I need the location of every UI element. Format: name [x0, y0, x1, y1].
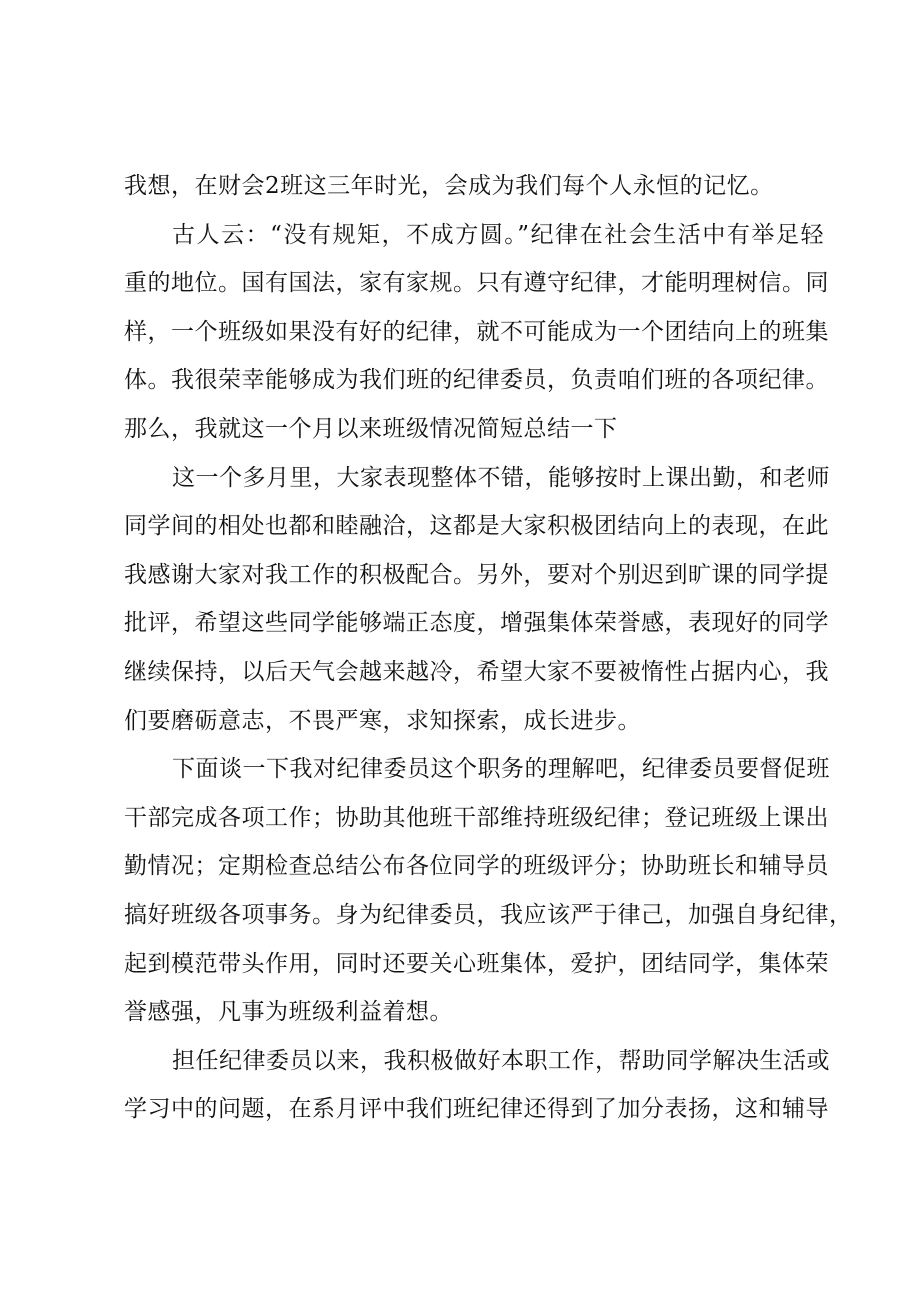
text-line-5: 体。我很荣幸能够成为我们班的纪律委员，负责咱们班的各项纪律。 — [124, 367, 829, 394]
text-line-15: 勤情况；定期检查总结公布各位同学的班级评分；协助班长和辅导员 — [124, 853, 829, 880]
document-body — [124, 162, 853, 1134]
text-line-6: 那么，我就这一个月以来班级情况简短总结一下 — [124, 415, 618, 442]
text-line-12: 们要磨砺意志，不畏严寒，求知探索，成长进步。 — [124, 707, 641, 734]
text-line-3: 重的地位。国有国法，家有家规。只有遵守纪律，才能明理树信。同 — [124, 270, 829, 297]
text-line-18: 誉感强，凡事为班级利益着想。 — [124, 999, 453, 1026]
text-line-19: 担任纪律委员以来，我积极做好本职工作，帮助同学解决生活或 — [172, 1047, 830, 1074]
text-line-8: 同学间的相处也都和睦融洽，这都是大家积极团结向上的表现，在此 — [124, 513, 829, 540]
text-line-17: 起到模范带头作用，同时还要关心班集体，爱护，团结同学，集体荣 — [124, 950, 829, 977]
text-line-4: 样，一个班级如果没有好的纪律，就不可能成为一个团结向上的班集 — [124, 318, 829, 345]
text-line-20: 学习中的问题，在系月评中我们班纪律还得到了加分表扬，这和辅导 — [124, 1096, 829, 1123]
text-line-14: 干部完成各项工作；协助其他班干部维持班级纪律；登记班级上课出 — [124, 804, 829, 831]
text-line-9: 我感谢大家对我工作的积极配合。另外，要对个别迟到旷课的同学提 — [124, 561, 829, 588]
text-line-16: 搞好班级各项事务。身为纪律委员，我应该严于律己，加强自身纪律， — [124, 901, 853, 928]
text-line-11: 继续保持，以后天气会越来越冷，希望大家不要被惰性占据内心，我 — [124, 658, 829, 685]
text-line-2: 古人云：“没有规矩，不成方圆。”纪律在社会生活中有举足轻 — [172, 221, 824, 248]
text-line-1: 我想，在财会2班这三年时光，会成为我们每个人永恒的记忆。 — [124, 173, 774, 199]
text-line-13: 下面谈一下我对纪律委员这个职务的理解吧，纪律委员要督促班 — [172, 756, 830, 783]
text-line-10: 批评，希望这些同学能够端正态度，增强集体荣誉感，表现好的同学 — [124, 610, 829, 637]
text-line-7: 这一个多月里，大家表现整体不错，能够按时上课出勤，和老师 — [172, 464, 830, 491]
